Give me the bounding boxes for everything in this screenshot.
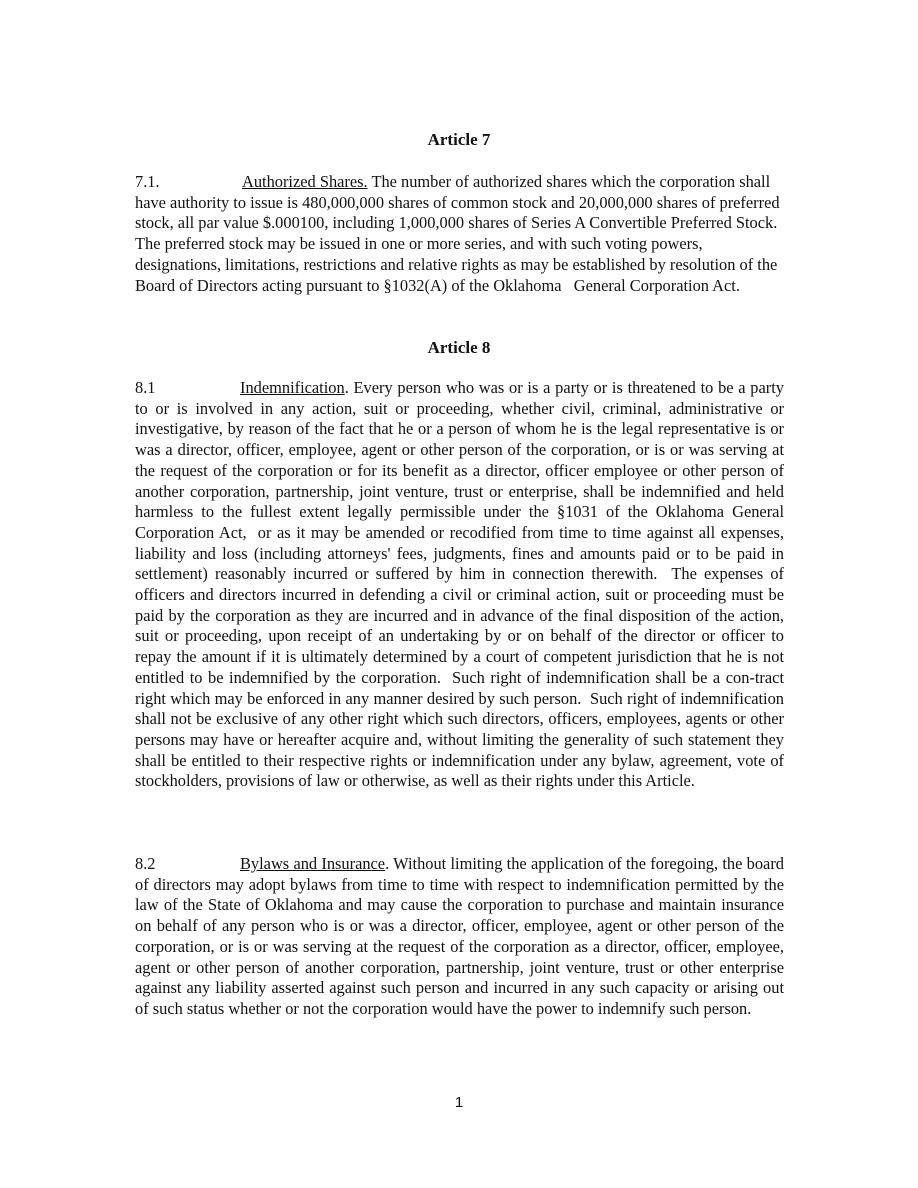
section-8-2-text: . Without limiting the application of the foregoing, the board of directors may adopt bylaws from time to time with respect to indemnification permitted by the law of the State of Oklahoma and may cause the corporation to purchase and maintain insurance on behalf of any person who is or was a director, officer, employee, agent or other person of the corporation, or is or was serving at the request of the corporation as a director, officer, employee, agent or other person of another corporation, partnership, joint venture, trust or other enterprise against any liability asserted against such person and incurred in any such capacity or arising out of such status whether or not the corporation would have the power to indemnify such person. bbox=[135, 854, 784, 1018]
article-8-heading: Article 8 bbox=[427, 338, 491, 357]
section-8-1-number: 8.1 bbox=[135, 378, 156, 397]
section-7-1-text: The number of authorized shares which the corporation shall have authority to issue is 480,000,000 shares of common stock and 20,000,000 shares of preferred stock, all par value $.000100, including 1,000,000 shares of Series A Convertible Preferred Stock. The preferred stock may be issued in one or more series, and with such voting powers, designations, limitations, restrictions and relative rights as may be established by resolution of the Board of Directors acting pursuant to §1032(A) of the Oklahoma General Corporation Act. bbox=[135, 172, 780, 295]
section-8-2 bbox=[135, 854, 784, 1020]
page-number: 1 bbox=[454, 1094, 464, 1111]
section-8-1 bbox=[135, 378, 784, 792]
section-7-1-number: 7.1. bbox=[135, 172, 160, 191]
section-8-1-text: . Every person who was or is a party or is threatened to be a party to or is involved in any action, suit or proceeding, whether civil, criminal, administrative or investigative, by reason of the fact that he or a person of whom he is the legal representative is or was a director, officer, employee, agent or other person of the corporation, or is or was serving at the request of the corporation or for its benefit as a director, officer employee or other person of another corporation, partnership, joint venture, trust or enterprise, shall be indemnified and held harmless to the fullest extent legally permissible under the §1031 of the Oklahoma General Corporation Act, or as it may be amended or recodified from time to time against all expenses, liability and loss (including attorneys' fees, judgments, fines and amounts paid or to be paid in settlement) reasonably incurred or suffered by him in connection therewith. The expenses of officers and directors incurred in defending a civil or criminal action, suit or proceeding must be paid by the corporation as they are incurred and in advance of the final disposition of the action, suit or proceeding, upon receipt of an undertaking by or on behalf of the director or officer to repay the amount if it is ultimately determined by a court of competent jurisdiction that he is not entitled to be indemnified by the corporation. Such right of indemnification shall be a con-tract right which may be enforced in any manner desired by such person. Such right of indemnification shall not be exclusive of any other right which such directors, officers, employees, agents or other persons may have or hereafter acquire and, without limiting the generality of such statement they shall be entitled to their respective rights or indemnification under any bylaw, agreement, vote of stockholders, provisions of law or otherwise, as well as their rights under this Article. bbox=[135, 378, 784, 791]
section-7-1 bbox=[135, 172, 784, 296]
section-8-2-number: 8.2 bbox=[135, 854, 156, 873]
section-8-2-caption: Bylaws and Insurance bbox=[240, 854, 386, 873]
article-7-heading: Article 7 bbox=[427, 130, 491, 149]
section-8-1-caption: Indemnification bbox=[240, 378, 345, 397]
section-7-1-caption: Authorized Shares. bbox=[242, 172, 368, 191]
